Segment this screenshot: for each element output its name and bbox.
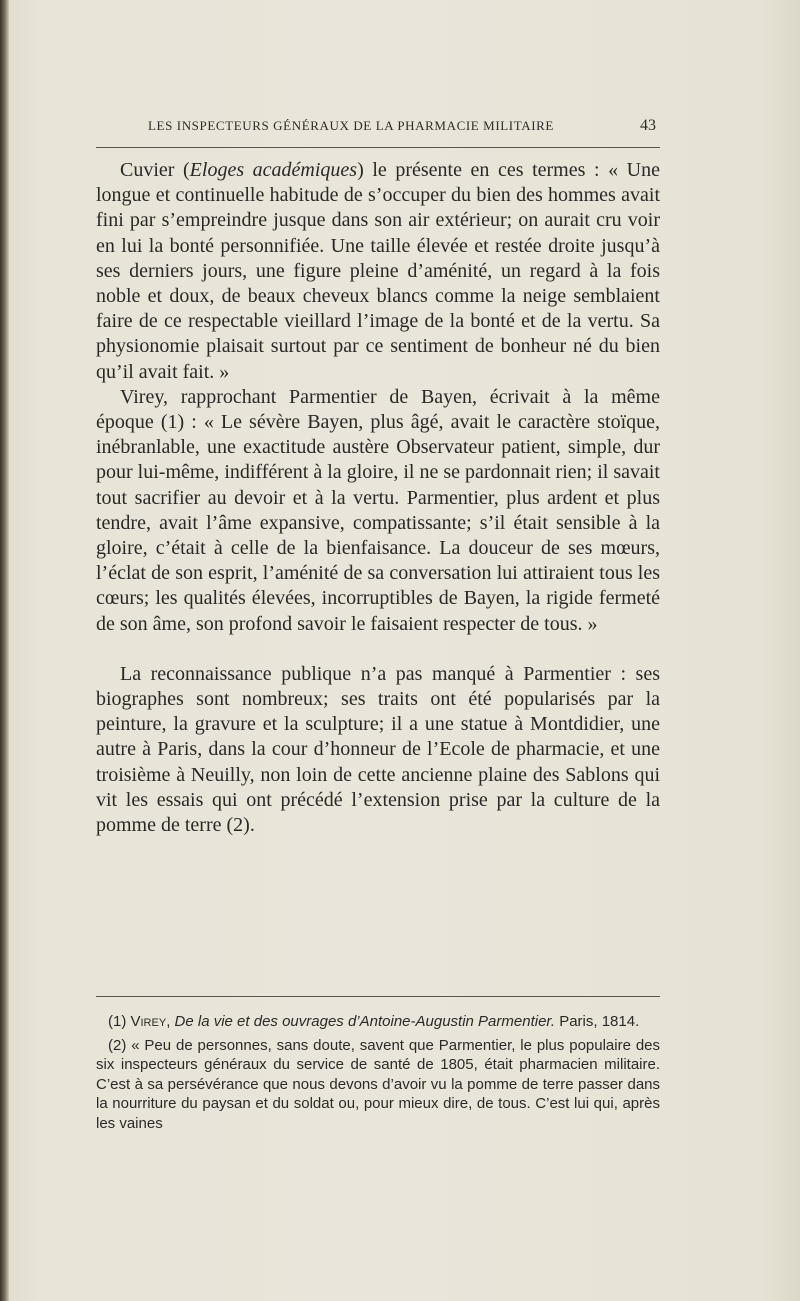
footnote-1-marker: (1) (108, 1013, 131, 1030)
paragraph-virey: Virey, rapprochant Parmentier de Bayen, écrivait à la même époque (1) : « Le sévère Bayen, plus âgé, avait le caractère stoïque, inébranlable, une exactitude austère Observateur patient, simple, dur pour lui-même, indifférent à la gloire, il ne se pardonnait rien; il savait tout sacrifier au devoir et à la vertu. Parmentier, plus ardent et plus tendre, avait l’âme expansive, compatissante; s’il était sensible à la gloire, c’était à celle de la bienfaisance. La douceur de ses mœurs, l’éclat de son esprit, l’aménité de sa conversation lui attiraient tous les cœurs; les qualités élevées, incorruptibles de Bayen, la rigide fermeté de son âme, son profond savoir le faisaient respecter de tous. » (96, 385, 660, 635)
header-rule (96, 147, 660, 148)
page-header (148, 118, 656, 140)
footnotes (96, 1012, 660, 1137)
footnote-rule (96, 996, 660, 997)
footnote-1-rest: Paris, 1814. (555, 1013, 640, 1030)
page-number: 43 (640, 117, 656, 134)
paragraph-cuvier (96, 158, 660, 385)
footnote-1 (96, 1012, 660, 1032)
footnote-2: (2) « Peu de personnes, sans doute, savent que Parmentier, le plus populaire des six inspecteurs généraux du service de santé de 1805, était pharmacien militaire. C’est à sa persévérance que nous devons d’avoir vu la pomme de terre passer dans la nourriture du paysan et du soldat ou, pour mieux dire, de tous. C’est lui qui, après les vaines (96, 1036, 660, 1132)
running-title: LES INSPECTEURS GÉNÉRAUX DE LA PHARMACIE MILITAIRE (148, 118, 554, 133)
paragraph-cuvier-lead: Cuvier ( (120, 159, 190, 181)
work-title-eloges: Eloges académiques (189, 159, 358, 181)
footnote-1-sep: , (166, 1013, 175, 1030)
paragraph-cuvier-text: ) le présente en ces termes : « Une longue et continuelle habitude de s’occuper du bien des hommes avait fini par s’empreindre jusque dans son air extérieur; on aurait cru voir en lui la bonté personnifiée. Une taille élevée et restée droite jusqu’à ses derniers jours, une figure pleine d’aménité, un regard à la fois noble et doux, de beaux cheveux blancs comme la neige semblaient faire de ce respectable vieillard l’image de la bonté et de la vertu. Sa physionomie plaisait surtout par ce sentiment de bonheur né du bien qu’il avait fait. » (96, 159, 660, 383)
footnote-1-title: De la vie et des ouvrages d’Antoine-Augustin Parmentier. (174, 1013, 556, 1030)
footnote-1-author: Virey (130, 1013, 167, 1030)
book-spine-edge (0, 0, 9, 1301)
paragraph-reconnaissance: La reconnaissance publique n’a pas manqué à Parmentier : ses biographes sont nombreux; ses traits ont été popularisés par la peinture, la gravure et la sculpture; il a une statue à Montdidier, une autre à Paris, dans la cour d’honneur de l’Ecole de pharmacie, et une troisième à Neuilly, non loin de cette ancienne plaine des Sablons qui vit les essais qui ont précédé l’extension prise par la culture de la pomme de terre (2). (96, 662, 660, 837)
main-text (96, 158, 660, 838)
